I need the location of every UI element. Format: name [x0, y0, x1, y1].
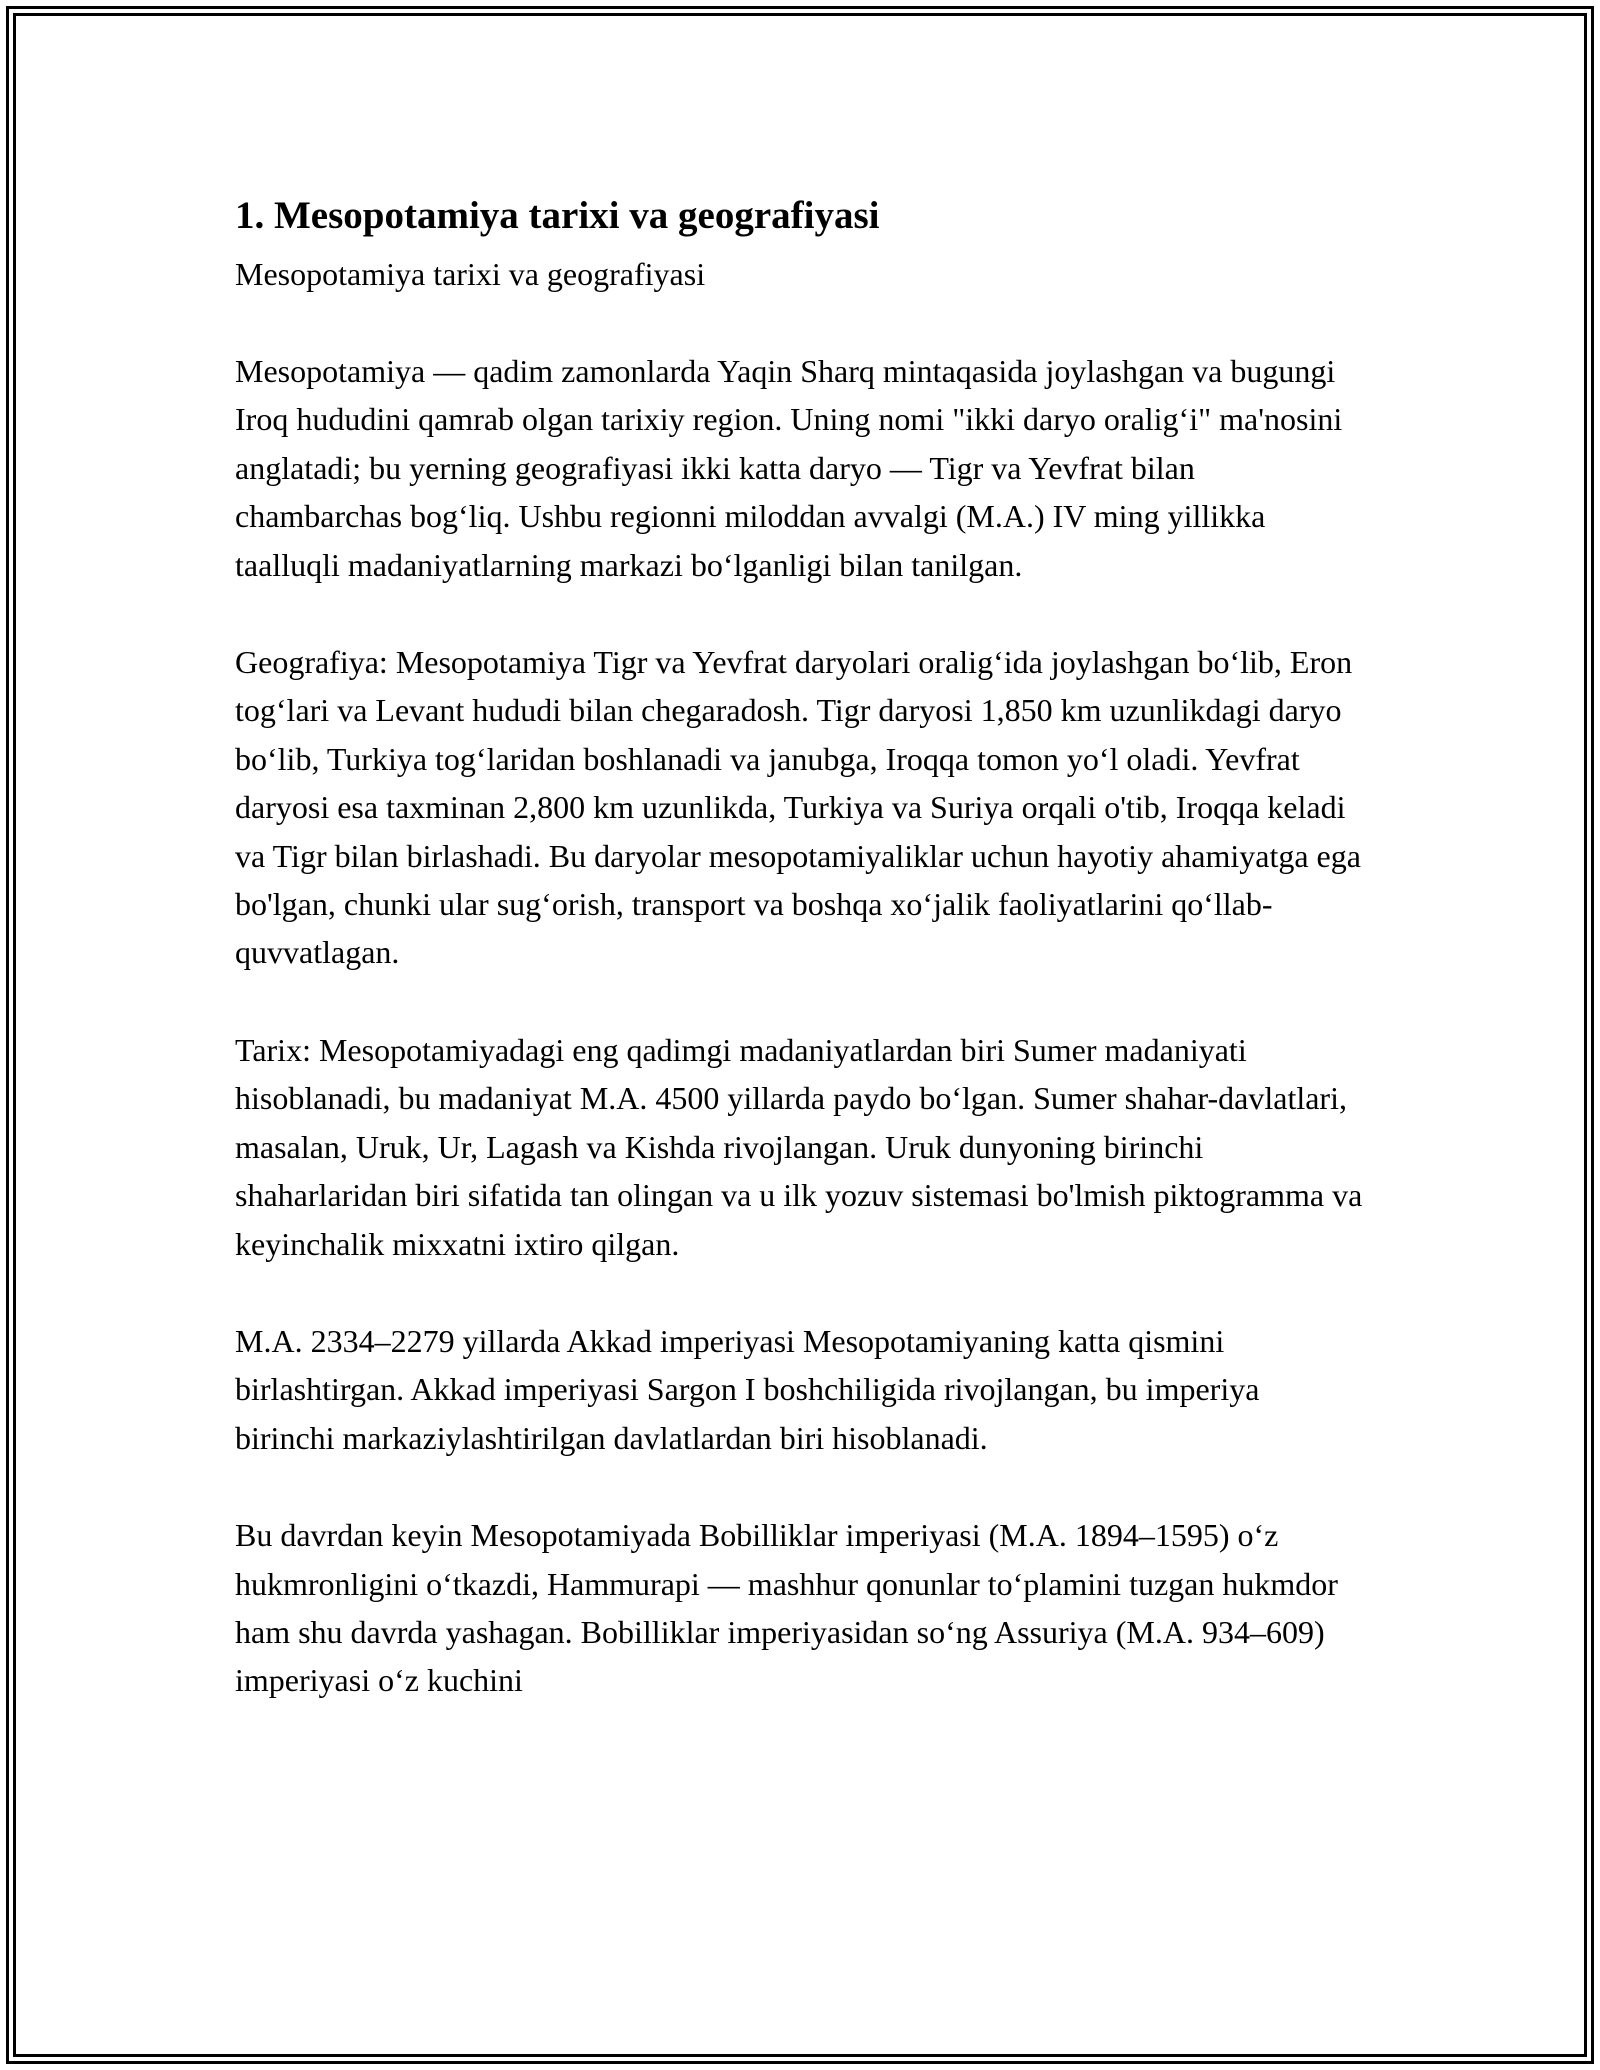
paragraph-introduction: Mesopotamiya — qadim zamonlarda Yaqin Sharq mintaqasida joylashgan va bugungi Iroq hududini qamrab olgan tarixiy region. Uning nomi "ikki daryo oralig‘i" ma'nosini anglatadi; bu yerning geografiyasi ikki katta daryo — Tigr va Yevfrat bilan chambarchas bog‘liq. Ushbu regionni miloddan avvalgi (M.A.) IV ming yillikka taalluqli madaniyatlarning markazi bo‘lganligi bilan tanilgan. — [235, 353, 1343, 583]
paragraph-babylon: Bu davrdan keyin Mesopotamiyada Bobilliklar imperiyasi (M.A. 1894–1595) o‘z hukmronligini o‘tkazdi, Hammurapi — mashhur qonunlar to‘plamini tuzgan hukmdor ham shu davrda yashagan. Bobilliklar imperiyasidan so‘ng Assuriya (M.A. 934–609) imperiyasi o‘z kuchini — [235, 1517, 1338, 1699]
paragraph-akkad: M.A. 2334–2279 yillarda Akkad imperiyasi Mesopotamiyaning katta qismini birlashtirgan. Akkad imperiyasi Sargon I boshchiligida rivojlangan, bu imperiya birinchi markaziylashtirilgan davlatlardan biri hisoblanadi. — [235, 1322, 1260, 1456]
page-title: 1. Mesopotamiya tarixi va geografiyasi — [235, 194, 880, 237]
paragraph-history: Tarix: Mesopotamiyadagi eng qadimgi madaniyatlardan biri Sumer madaniyati hisoblanadi, bu madaniyat M.A. 4500 yillarda paydo bo‘lgan. Sumer shahar-davlatlari, masalan, Uruk, Ur, Lagash va Kishda rivojlangan. Uruk dunyoning birinchi shaharlaridan biri sifatida tan olingan va u ilk yozuv sistemasi bo'lmish piktogramma va keyinchalik mixxatni ixtiro qilgan. — [235, 1031, 1363, 1262]
document-body — [235, 186, 1365, 1705]
page-subtitle: Mesopotamiya tarixi va geografiyasi — [235, 256, 706, 292]
paragraph-geography: Geografiya: Mesopotamiya Tigr va Yevfrat daryolari oralig‘ida joylashgan bo‘lib, Eron tog‘lari va Levant hududi bilan chegaradosh. Tigr daryosi 1,850 km uzunlikdagi daryo bo‘lib, Turkiya tog‘laridan boshlanadi va janubga, Iroqqa tomon yo‘l oladi. Yevfrat daryosi esa taxminan 2,800 km uzunlikda, Turkiya va Suriya orqali o'tib, Iroqqa keladi va Tigr bilan birlashadi. Bu daryolar mesopotamiyaliklar uchun hayotiy ahamiyatga ega bo'lgan, chunki ular sug‘orish, transport va boshqa xo‘jalik faoliyatlarini qo‘llab-quvvatlagan. — [235, 644, 1361, 971]
